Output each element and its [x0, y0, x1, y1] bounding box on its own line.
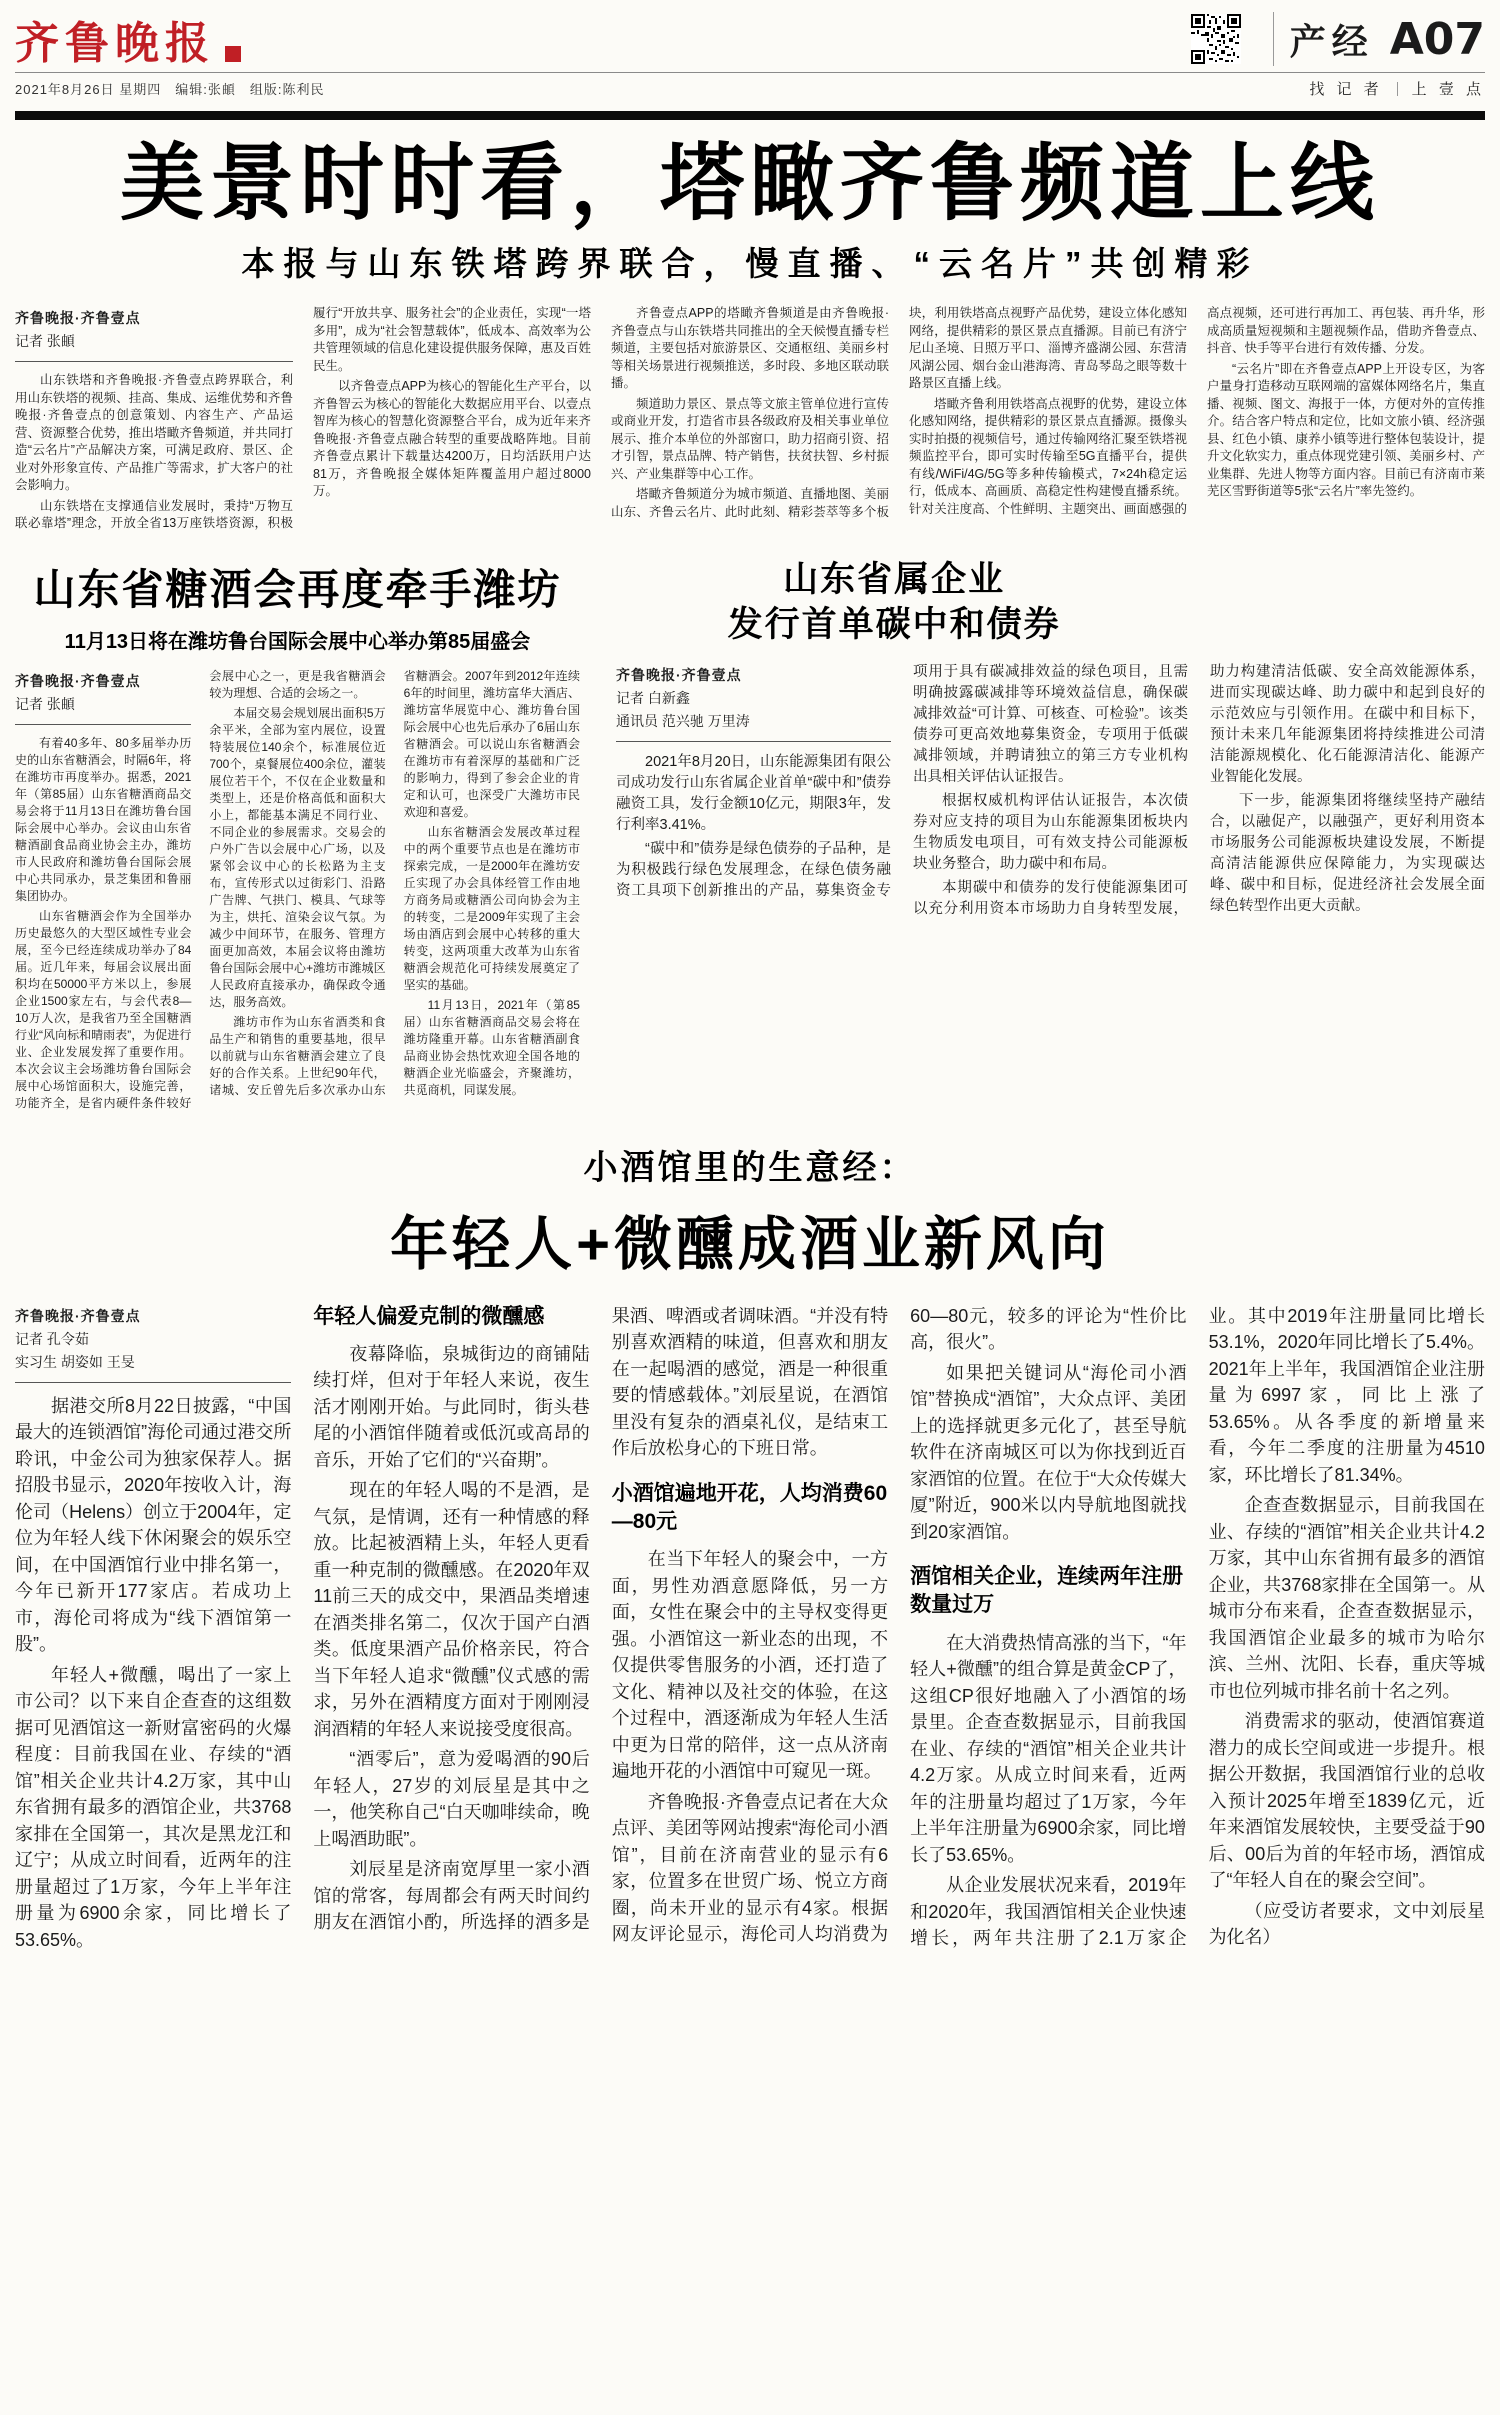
paragraph: 本期碳中和债券的发行使能源集团可以充分利用资本市场助力自身转型发展，助力构建清洁低碳、安全高效能源体系，进而实现碳达峰、助力碳中和起到良好的示范效应与引领作用。在碳中和目标下，预计未来几年能源集团将持续推进公司清洁能源规模化、化石能源清洁化、能源产业智能化发展。 [913, 663, 1485, 917]
article2-title: 山东省糖酒会再度牵手潍坊 [33, 565, 562, 613]
paragraph: （应受访者要求，文中刘辰星为化名） [1208, 1900, 1485, 1948]
byline-line: 齐鲁晚报·齐鲁壹点 [15, 1307, 141, 1324]
paragraph: 塔瞰齐鲁利用铁塔高点视野的优势，建设立体化感知网络，提供精彩的景区景点直播源。摄像头实时拍摄的视频信号，通过传输网络汇聚至铁塔视频监控平台，即可实时传输至5G直播平台，提供有线/WiFi/4G/5G等多种传输模式，7×24h稳定运行，低成本、高画质、高稳定性构建慢直播系统。针对关注度高、个性鲜明、主题突出、画面感强的高点视频，还可进行再加工、再包装、再升华，形成高质量短视频和主题视频作品，借助齐鲁壹点、抖音、快手等平台进行有效传播、分发。 [909, 306, 1485, 516]
paragraph: 齐鲁壹点APP的塔瞰齐鲁频道是由齐鲁晚报·齐鲁壹点与山东铁塔共同推出的全天候慢直播专栏频道，主要包括对旅游景区、交通枢纽、美丽乡村等相关场景进行视频推送，多时段、多地区联动联播。 [611, 306, 889, 391]
article3-header [616, 557, 1172, 648]
article4-kicker: 小酒馆里的生意经： [583, 1148, 917, 1187]
paragraph: 本届交易会规划展出面积5万余平米，全部为室内展位，设置特装展位140余个，标准展位近700个，桌餐展位400余位，灌装展位若干个，不仅在企业数量和类型上，还是价格高低和面积大小上，都能基本满足不同行业、不同企业的参展需求。交易会的户外广告以会展中心广场，以及紧邻会议中心的长松路为主支布，宣传形式以过街彩门、沿路广告牌、气拱门、模具、气球等为主，烘托、渲染会议气氛。为减少中间环节，在服务、管理方面更加高效，本届会议将由潍坊鲁台国际会展中心+潍坊市潍城区人民政府直接承办，确保政令通达，服务高效。 [209, 705, 386, 1009]
article2-paragraphs [15, 668, 580, 1112]
article-carbon-neutral-bond [616, 557, 1485, 920]
paragraph: 夜幕降临，泉城街边的商铺陆续打烊，但对于年轻人来说，夜生活才刚刚开始。与此同时，街头巷尾的小酒馆伴随着或低沉或高昂的音乐，开始了它们的“兴奋期”。 [313, 1343, 590, 1470]
article1-byline [15, 305, 293, 362]
byline-line: 齐鲁晚报·齐鲁壹点 [15, 310, 141, 327]
byline-line: 齐鲁晚报·齐鲁壹点 [616, 666, 742, 683]
byline-line: 记者 白新鑫 [616, 689, 690, 706]
masthead-bottom-row [15, 73, 1485, 105]
paragraph: 在大消费热情高涨的当下，“年轻人+微醺”的组合算是黄金CP了，这组CP很好地融入了小酒馆的场景里。企查查数据显示，目前我国在业、存续的“酒馆”相关企业共计4.2万家。从成立时间来看，近两年的注册量均超过了1万家，今年上半年注册量为6900余家，同比增长了53.65%。 [910, 1632, 1187, 1865]
paragraph: 如果把关键词从“海伦司小酒馆”替换成“酒馆”，大众点评、美团上的选择就更多元化了，甚至导航软件在济南城区可以为你找到近百家酒馆的位置。在位于“大众传媒大厦”附近，900米以内导航地图就找到20家酒馆。 [910, 1362, 1187, 1542]
paragraph: 消费需求的驱动，使酒馆赛道潜力的成长空间或进一步提升。根据公开数据，我国酒馆行业的总收入预计2025年增至1839亿元，近年来酒馆发展较快，主要受益于90后、00后为首的年轻市场，酒馆成了“年轻人自在的聚会空间”。 [1208, 1711, 1485, 1891]
article4-subheading-1: 年轻人偏爱克制的微醺感 [313, 1304, 545, 1328]
paragraph: 山东铁塔在支撑通信业发展时，秉持“万物互联必靠塔”理念，开放全省13万座铁塔资源，积极履行“开放共享、服务社会”的企业责任，实现“一塔多用”，成为“社会智慧载体”，低成本、高效率为公共管理领域的信息化建设提供服务保障，惠及百姓民生。 [15, 306, 591, 531]
masthead [15, 6, 1485, 105]
dateline: 2021年8月26日 星期四 编辑:张頔 组版:陈利民 [15, 82, 325, 97]
middle-band [15, 557, 1485, 1112]
paragraph: 有着40多年、80多届举办历史的山东省糖酒会，时隔6年，将在潍坊市再度举办。据悉，2021年（第85届）山东省糖酒商品交易会将于11月13日在潍坊鲁台国际会展中心举办。会议由山东省糖酒副食品商业协会主办，潍坊市人民政府和潍坊鲁台国际会展中心共同承办，景芝集团和鲁丽集团协办。 [15, 735, 192, 903]
paragraph: 企查查数据显示，目前我国在业、存续的“酒馆”相关企业共计4.2万家，其中山东省拥有最多的酒馆企业，共3768家排在全国第一。从城市分布来看，企查查数据显示，我国酒馆企业最多的城市为哈尔滨、兰州、沈阳、长春，重庆等城市也位列城市排名前十名之列。 [1208, 1495, 1485, 1701]
byline-line: 齐鲁晚报·齐鲁壹点 [15, 672, 141, 689]
article4-title: 年轻人+微醺成酒业新风向 [390, 1211, 1110, 1277]
paragraph: 山东铁塔和齐鲁晚报·齐鲁壹点跨界联合，利用山东铁塔的视频、挂高、集成、运维优势和齐鲁晚报·齐鲁壹点的创意策划、内容生产、产品运营、资源整合优势，推出塔瞰齐鲁频道，并共同打造“云名片”产品解决方案，可满足政府、景区、企业对外形象宣传、产品推广等需求，扩大客户的社会影响力。 [15, 373, 293, 493]
article3-title [616, 557, 1172, 648]
article3-title-line2: 发行首单碳中和债券 [727, 605, 1061, 645]
logo-seal-icon [225, 46, 241, 62]
paragraph: 下一步，能源集团将继续坚持产融结合，以融促产，以融强产，更好利用资本市场服务公司能源板块建设发展，不断提高清洁能源供应保障能力，为实现碳达峰、碳中和目标，促进经济社会发展全面绿色转型作出更大贡献。 [1210, 792, 1485, 914]
byline-line: 记者 张頔 [15, 333, 75, 350]
paragraph: 齐鲁晚报·齐鲁壹点记者在大众点评、美团等网站搜索“海伦司小酒馆”，目前在济南营业的显示有6家，位置多在世贸广场、悦立方商圈，尚未开业的显示有4家。根据网友评论显示，海伦司人均消费为60—80元，较多的评论为“性价比高，很火”。 [611, 1305, 1187, 1945]
masthead-logo: 齐鲁晚报 [15, 18, 215, 69]
slogan-find-reporter: 找 记 者 [1309, 81, 1383, 98]
paragraph: 刘辰星是济南宽厚里一家小酒馆的常客，每周都会有两天时间约朋友在酒馆小酌，所选择的酒多是果酒、啤酒或者调味酒。“并没有特别喜欢酒精的味道，但喜欢和朋友在一起喝酒的感觉，酒是一种很重要的情感载体。”刘辰星说，在酒馆里没有复杂的酒桌礼仪，是结束工作后放松身心的下班日常。 [313, 1305, 889, 1933]
slogan-divider [1397, 82, 1398, 96]
masthead-logo-group [15, 18, 241, 69]
byline-line: 记者 张頔 [15, 695, 75, 712]
article1-title: 美景时时看，塔瞰齐鲁频道上线 [119, 136, 1380, 230]
article3-title-line1: 山东省属企业 [783, 559, 1006, 599]
paragraph: 从企业发展状况来看，2019年和2020年，我国酒馆相关企业快速增长，两年共注册了2.1万家企业。其中2019年注册量同比增长53.1%，2020年同比增长了5.4%。2021年上半年，我国酒馆企业注册量为6997家，同比上涨了53.65%。从各季度的新增量来看，今年二季度的注册量为4510家，环比增长了81.34%。 [910, 1305, 1485, 1949]
article4-intro [15, 1393, 291, 1954]
paragraph: 以齐鲁壹点APP为核心的智能化生产平台，以齐鲁智云为核心的智能化大数据应用平台、以壹点智库为核心的智慧化资源整合平台，成为近年来齐鲁晚报·齐鲁壹点融合转型的重要战略阵地。目前齐鲁壹点累计下载量达4200万，日均活跃用户达81万，齐鲁晚报全媒体矩阵覆盖用户超过8000万。 [313, 379, 591, 499]
section-name: 产经 [1289, 20, 1374, 62]
header-divider [1273, 12, 1274, 66]
paragraph: “酒零后”，意为爱喝酒的90后年轻人，27岁的刘辰星是其中之一，他笑称自己“白天咖啡续命，晚上喝酒助眠”。 [313, 1749, 590, 1849]
article4-body [15, 1303, 1485, 1954]
masthead-slogans [1309, 78, 1485, 99]
masthead-right-group [1191, 12, 1485, 66]
masthead-top-row [15, 6, 1485, 73]
article1-subtitle: 本报与山东铁塔跨界联合，慢直播、“云名片”共创精彩 [241, 245, 1259, 283]
article3-body [616, 662, 1485, 920]
paragraph: 频道助力景区、景点等文旅主管单位进行宣传或商业开发，打造省市县各级政府及相关事业单位展示、推介本单位的外部窗口，助力招商引资、招才引智，景点品牌、特产销售，扶贫扶智、乡村振兴、产业集群等中心工作。 [611, 396, 889, 481]
paragraph: 年轻人+微醺，喝出了一家上市公司？以下来自企查查的这组数据可见酒馆这一新财富密码的火爆程度：目前我国在业、存续的“酒馆”相关企业共计4.2万家，其中山东省拥有最多的酒馆企业，共3768家排在全国第一，其次是黑龙江和辽宁；从成立时间看，近两年的注册量超过了1万家，今年上半年注册量为6900余家，同比增长了53.65%。 [15, 1664, 292, 1950]
paragraph: 据港交所8月22日披露，“中国最大的连锁酒馆”海伦司通过港交所聆讯，中金公司为独家保荐人。据招股书显示，2020年按收入计，海伦司（Helens）创立于2004年，定位为年轻人线下休闲聚会的娱乐空间，在中国酒馆行业中排名第一，今年已新开177家店。若成功上市，海伦司将成为“线下酒馆第一股”。 [15, 1395, 292, 1655]
qr-code-icon [1191, 14, 1241, 64]
paragraph: 塔瞰齐鲁频道分为城市频道、直播地图、美丽山东、齐鲁云名片、此时此刻、精彩荟萃等多个板块，利用铁塔高点视野产品优势，建设立体化感知网络，提供精彩的景区景点直播源。目前已有济宁尼山圣境、日照万平口、淄博齐盛湖公园、东营清风湖公园、烟台金山港海湾、青岛琴岛之眼等数十路景区直播上线。 [611, 306, 1187, 519]
slogan-shang-yidian: 上 壹 点 [1411, 81, 1485, 98]
article4-subheading-3: 酒馆相关企业，连续两年注册数量过万 [910, 1565, 1184, 1617]
article1-body [15, 305, 1485, 533]
paragraph: “云名片”即在齐鲁壹点APP上开设专区，为客户量身打造移动互联网端的富媒体网络名片，集直播、视频、图文、海报于一体，方便对外的宣传推介。结合客户特点和定位，比如文旅小镇、经济强县、红色小镇、康养小镇等进行整体包装设计，提升文化软实力，重点体现党建引领、美丽乡村、产业集群、先进人物等方面内容。目前已有济南市莱芜区雪野街道等5张“云名片”率先签约。 [1207, 361, 1485, 499]
paragraph: 山东省糖酒会发展改革过程中的两个重要节点也是在潍坊市探索完成，一是2000年在潍坊安丘实现了办会具体经管工作由地方商务局或糖酒公司向协会为主的转变，二是2009年实现了主会场由酒店到会展中心转移的重大转变，这两项重大改革为山东省糖酒会规范化可持续发展奠定了坚实的基础。 [403, 824, 580, 992]
article-young-tipsy-trend [15, 1140, 1485, 1954]
article-sugar-wine-fair [15, 557, 580, 1112]
article3-byline [616, 662, 891, 742]
article4-subheading-2: 小酒馆遍地开花，人均消费60—80元 [611, 1481, 888, 1533]
paragraph: 山东省糖酒会作为全国举办历史最悠久的大型区域性专业会展，至今已经连续成功举办了84届。近几年来，每届会议展出面积均在50000平方米以上，参展企业1500家左右，与会代表8—10万人次，是我省乃至全国糖酒行业“风向标和晴雨表”，为促进行业、企业发展发挥了重要作用。本次会议主会场潍坊鲁台国际会展中心场馆面积大，设施完善，功能齐全，是省内硬件条件较好会展中心之一，更是我省糖酒会较为理想、合适的会场之一。 [15, 668, 386, 1110]
masthead-rule [15, 111, 1485, 120]
paragraph: “碳中和”债券是绿色债券的子品种，是为积极践行绿色发展理念，在绿色债务融资工具项下创新推出的产品，募集资金专项用于具有碳减排效益的绿色项目，且需明确披露碳减排等环境效益信息，确保碳减排效益“可计算、可核查、可检验”。该类债券可更高效地募集资金，专项用于低碳减排领域，并聘请独立的第三方专业机构出具相关评估认证报告。 [616, 663, 1188, 899]
paragraph: 在当下年轻人的聚会中，一方面，男性劝酒意愿降低，另一方面，女性在聚会中的主导权变得更强。小酒馆这一新业态的出现，不仅提供零售服务的小酒，还打造了文化、精神以及社交的体验，在这个过程中，酒逐渐成为年轻人生活中更为日常的陪伴，这一点从济南遍地开花的小酒馆中可窥见一斑。 [611, 1549, 889, 1782]
paragraph: 根据权威机构评估认证报告，本次债券对应支持的项目为山东能源集团板块内生物质发电项目，可有效支持公司能源板块业务整合，助力碳中和布局。 [913, 792, 1188, 872]
paragraph: 11月13日，2021年（第85届）山东省糖酒商品交易会将在潍坊隆重开幕。山东省糖酒副食品商业协会热忱欢迎全国各地的糖酒企业光临盛会，齐聚潍坊，共觅商机，同谋发展。 [403, 997, 580, 1097]
paragraph: 2021年8月20日，山东能源集团有限公司成功发行山东省属企业首单“碳中和”债券融资工具，发行金额10亿元，期限3年，发行利率3.41%。 [616, 753, 891, 833]
article2-subtitle: 11月13日将在潍坊鲁台国际会展中心举办第85届盛会 [64, 630, 531, 653]
article2-body [15, 668, 580, 1112]
byline-line: 记者 孔令茹 [15, 1330, 89, 1347]
paragraph: 现在的年轻人喝的不是酒，是气氛，是情调，还有一种情感的释放。比起被酒精上头，年轻人更看重一种克制的微醺感。在2020年双11前三天的成交中，果酒品类增速在酒类排名第二，仅次于国产白酒类。低度果酒产品价格亲民，符合当下年轻人追求“微醺”仪式感的需求，另外在酒精度方面对于刚刚浸润酒精的年轻人来说接受度很高。 [313, 1480, 590, 1739]
article4-byline [15, 1303, 291, 1383]
byline-line: 通讯员 范兴驰 万里涛 [616, 712, 750, 729]
byline-line: 实习生 胡姿如 王旻 [15, 1353, 135, 1370]
article-tower-channel [15, 136, 1485, 533]
page-number: A07 [1389, 13, 1485, 65]
article2-byline [15, 668, 191, 725]
paragraph: 潍坊市作为山东省酒类和食品生产和销售的重要基地，很早以前就与山东省糖酒会建立了良好的合作关系。上世纪90年代，诸城、安丘曾先后多次承办山东省糖酒会。2007年到2012年连续6年的时间里，潍坊富华大酒店、潍坊富华展览中心、潍坊鲁台国际会展中心也先后承办了6届山东省糖酒会。可以说山东省糖酒会在潍坊市有着深厚的基础和广泛的影响力，得到了参会企业的肯定和认可，也深受广大潍坊市民欢迎和喜爱。 [209, 668, 580, 1097]
